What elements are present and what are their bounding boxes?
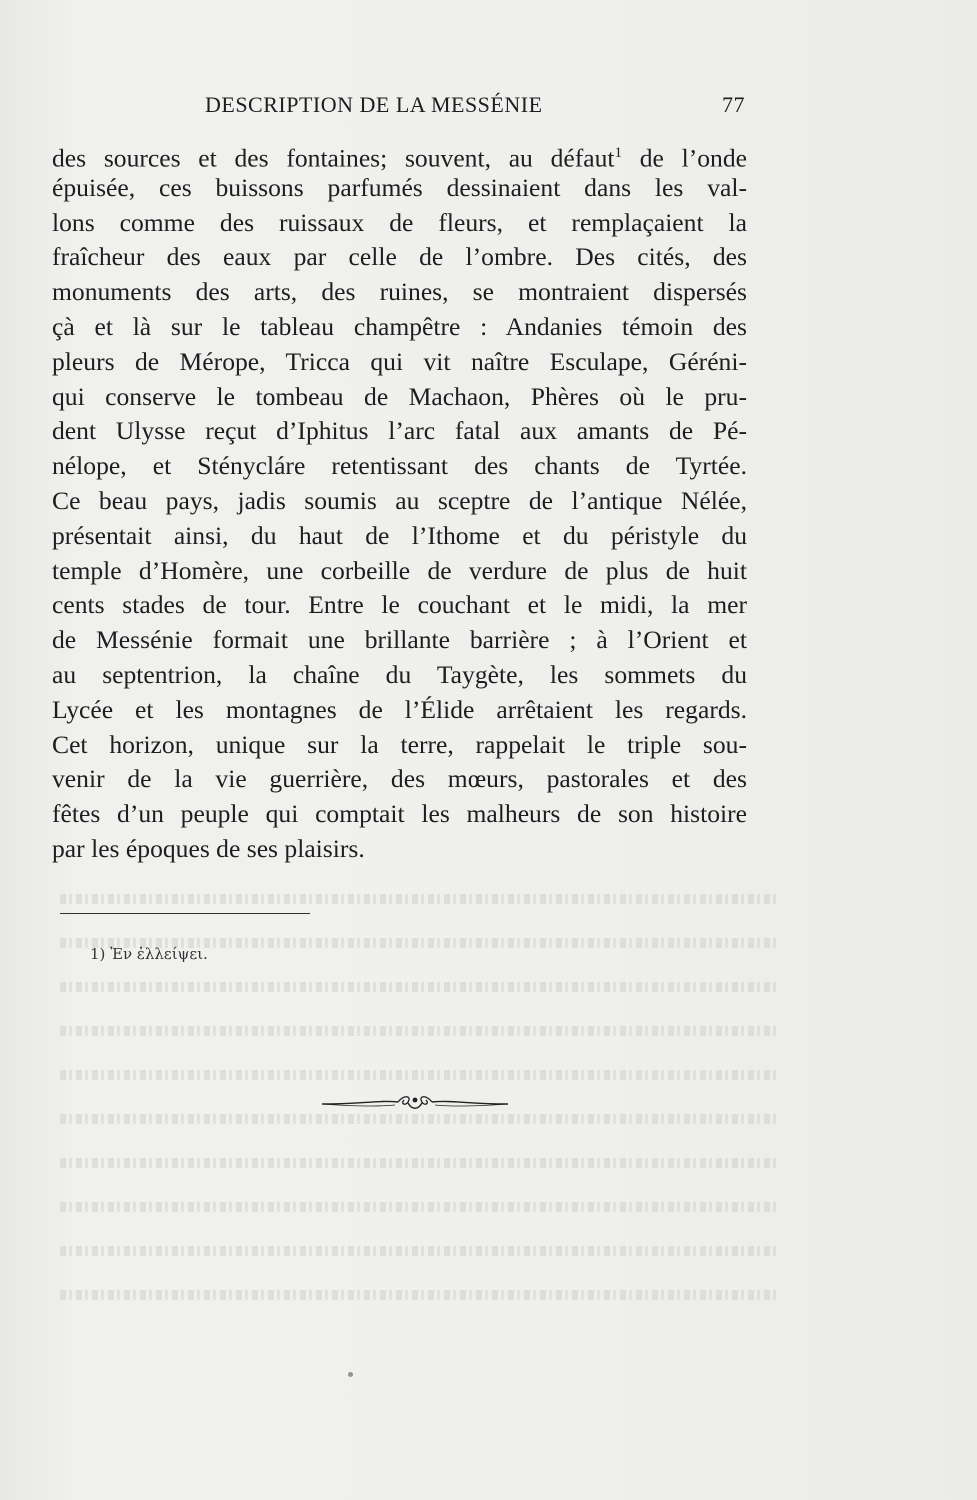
paper-speck: [348, 1372, 353, 1377]
body-text: [52, 136, 747, 867]
text-line: de Messénie formait une brillante barrière ; à l’Orient et: [52, 625, 747, 655]
text-line: temple d’Homère, une corbeille de verdure de plus de huit: [52, 555, 747, 585]
text-line: lons comme des ruissaux de fleurs, et remplaçaient la: [52, 207, 747, 237]
footnote-rule: [60, 913, 310, 914]
text-line: présentait ainsi, du haut de l’Ithome et du péristyle du: [52, 520, 747, 550]
page-number: 77: [722, 92, 745, 117]
footnote-reference: 1: [614, 145, 623, 161]
text-line: çà et là sur le tableau champêtre : Andanies témoin des: [52, 311, 747, 341]
text-line: fraîcheur des eaux par celle de l’ombre. Des cités, des: [52, 242, 747, 272]
ornament-icon: [320, 1090, 510, 1116]
text-line: pleurs de Mérope, Tricca qui vit naître Esculape, Géréni-: [52, 346, 747, 376]
text-line: Cet horizon, unique sur la terre, rappelait le triple sou-: [52, 729, 747, 759]
text-line: monuments des arts, des ruines, se montraient dispersés: [52, 277, 747, 307]
text-line: par les époques de ses plaisirs.: [52, 833, 365, 863]
running-title: DESCRIPTION DE LA MESSÉNIE: [205, 92, 543, 117]
text-line: Lycée et les montagnes de l’Élide arrêtaient les regards.: [52, 694, 747, 724]
text-line: qui conserve le tombeau de Machaon, Phères où le pru-: [52, 381, 747, 411]
text-line: Ce beau pays, jadis soumis au sceptre de l’antique Nélée,: [52, 485, 747, 515]
text-line: venir de la vie guerrière, des mœurs, pastorales et des: [52, 764, 747, 794]
text-line: épuisée, ces buissons parfumés dessinaient dans les val-: [52, 172, 747, 202]
text-line: cents stades de tour. Entre le couchant et le midi, la mer: [52, 590, 747, 620]
footnote-marker: 1): [90, 945, 106, 963]
footnote-text: Ἐν ἐλλείψει.: [110, 945, 208, 963]
text-line: nélope, et Sténycláre retentissant des chants de Tyrtée.: [52, 451, 747, 481]
text-line: des sources et des fontaines; souvent, au défaut$^1$ de l’onde: [52, 143, 748, 173]
running-header: [205, 92, 745, 122]
text-line: au septentrion, la chaîne du Taygète, les sommets du: [52, 659, 747, 689]
text-line: fêtes d’un peuple qui comptait les malheurs de son histoire: [52, 799, 747, 829]
text-line: dent Ulysse reçut d’Iphitus l’arc fatal aux amants de Pé-: [52, 416, 747, 446]
footnote: [90, 945, 208, 963]
